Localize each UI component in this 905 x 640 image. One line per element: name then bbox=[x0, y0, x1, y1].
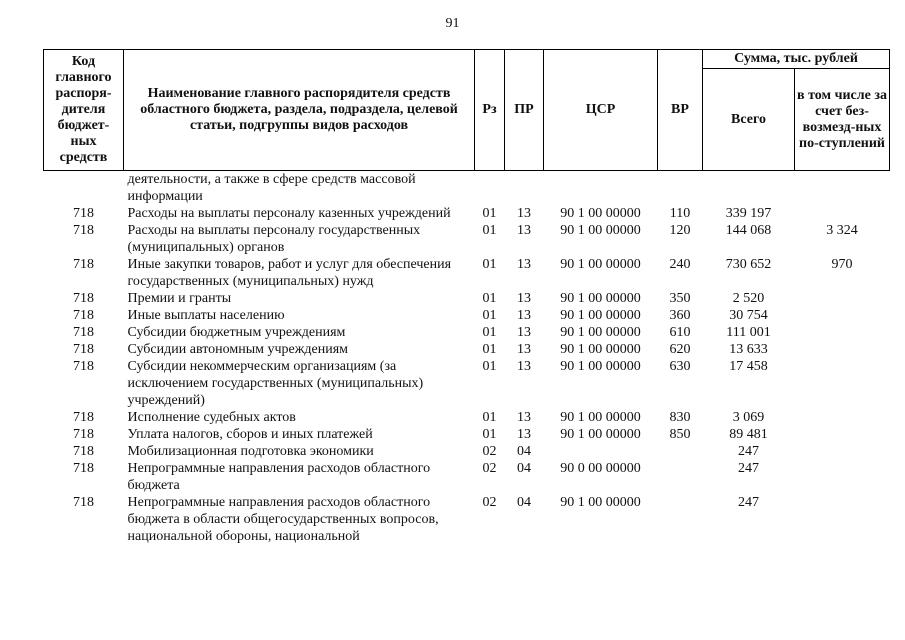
row-name: Расходы на выплаты персоналу государственных (муниципальных) органов bbox=[127, 223, 421, 255]
row-csr bbox=[544, 171, 658, 206]
row-vr: 850 bbox=[669, 427, 691, 442]
row-rz: 02 bbox=[482, 495, 497, 510]
table-row bbox=[44, 205, 890, 222]
row-pr: 04 bbox=[517, 444, 531, 459]
row-gratis-amount bbox=[795, 290, 890, 307]
row-vr: 360 bbox=[669, 308, 691, 323]
row-gratis-amount bbox=[795, 171, 890, 206]
row-gratis-amount: 3 324 bbox=[826, 223, 858, 238]
row-csr: 90 1 00 00000 bbox=[560, 308, 641, 323]
row-gratis-amount bbox=[795, 426, 890, 443]
budget-table bbox=[43, 49, 890, 545]
row-vr bbox=[658, 494, 703, 545]
row-code bbox=[44, 171, 124, 206]
row-pr: 13 bbox=[517, 257, 531, 272]
row-total: 144 068 bbox=[725, 223, 772, 238]
row-csr: 90 1 00 00000 bbox=[560, 325, 641, 340]
row-total: 247 bbox=[738, 461, 759, 476]
row-csr: 90 1 00 00000 bbox=[560, 359, 641, 374]
row-gratis-amount bbox=[795, 205, 890, 222]
row-total: 3 069 bbox=[732, 410, 765, 425]
table-row bbox=[44, 307, 890, 324]
row-rz: 01 bbox=[482, 291, 497, 306]
row-total: 89 481 bbox=[729, 427, 768, 442]
row-total: 339 197 bbox=[725, 206, 772, 221]
row-rz: 01 bbox=[482, 325, 497, 340]
row-csr bbox=[544, 443, 658, 460]
row-pr: 13 bbox=[517, 342, 531, 357]
row-vr bbox=[658, 171, 703, 206]
row-csr: 90 1 00 00000 bbox=[560, 223, 641, 238]
row-rz: 01 bbox=[482, 427, 497, 442]
row-csr: 90 1 00 00000 bbox=[560, 427, 641, 442]
row-code: 718 bbox=[73, 495, 94, 510]
row-gratis-amount bbox=[795, 460, 890, 494]
header-vr: ВР bbox=[658, 50, 703, 171]
row-total: 247 bbox=[738, 495, 759, 510]
row-csr: 90 0 00 00000 bbox=[560, 461, 641, 476]
row-code: 718 bbox=[73, 206, 94, 221]
table-row bbox=[44, 426, 890, 443]
row-rz: 01 bbox=[482, 410, 497, 425]
table-row bbox=[44, 324, 890, 341]
row-rz: 01 bbox=[482, 359, 497, 374]
row-rz: 01 bbox=[482, 308, 497, 323]
row-pr: 13 bbox=[517, 325, 531, 340]
header-code: Код главного распоря-дителя бюджет-ных средств bbox=[44, 50, 124, 171]
row-csr: 90 1 00 00000 bbox=[560, 206, 641, 221]
table-row bbox=[44, 290, 890, 307]
row-total: 730 652 bbox=[725, 257, 772, 272]
row-name: Мобилизационная подготовка экономики bbox=[127, 444, 374, 459]
row-name: Расходы на выплаты персоналу казенных учреждений bbox=[127, 206, 451, 221]
header-pr: ПР bbox=[505, 50, 544, 171]
row-gratis-amount bbox=[795, 443, 890, 460]
row-code: 718 bbox=[73, 444, 94, 459]
row-pr: 13 bbox=[517, 206, 531, 221]
row-pr bbox=[505, 171, 544, 206]
header-gratis: в том числе за счет без-возмезд-ных по-ступлений bbox=[795, 69, 890, 171]
row-total: 30 754 bbox=[729, 308, 768, 323]
row-total: 111 001 bbox=[726, 325, 771, 340]
row-vr: 620 bbox=[669, 342, 691, 357]
page-number: 91 bbox=[445, 16, 460, 31]
header-total: Всего bbox=[703, 69, 795, 171]
header-sum: Сумма, тыс. рублей bbox=[703, 50, 890, 69]
row-code: 718 bbox=[73, 308, 94, 323]
row-rz: 02 bbox=[482, 444, 497, 459]
row-code: 718 bbox=[73, 291, 94, 306]
row-vr: 120 bbox=[669, 223, 691, 238]
row-gratis-amount bbox=[795, 341, 890, 358]
table-header bbox=[44, 50, 890, 171]
row-rz: 02 bbox=[482, 461, 497, 476]
row-name: Субсидии некоммерческим организациям (за исключением государственных (муниципальных) учреждений) bbox=[127, 359, 424, 408]
row-name: Непрограммные направления расходов областного бюджета в области общегосударственных вопросов, национальной обороны, национальной bbox=[127, 495, 439, 544]
row-pr: 13 bbox=[517, 308, 531, 323]
row-total: 13 633 bbox=[729, 342, 768, 357]
budget-table-container bbox=[43, 49, 889, 545]
table-row bbox=[44, 256, 890, 290]
row-vr bbox=[658, 443, 703, 460]
row-name: Иные выплаты населению bbox=[127, 308, 285, 323]
row-gratis-amount: 970 bbox=[831, 257, 853, 272]
row-rz: 01 bbox=[482, 206, 497, 221]
row-name: деятельности, а также в сфере средств массовой информации bbox=[127, 172, 416, 204]
row-name: Премии и гранты bbox=[127, 291, 232, 306]
table-row bbox=[44, 222, 890, 256]
row-pr: 04 bbox=[517, 461, 531, 476]
row-total bbox=[703, 171, 795, 206]
row-rz: 01 bbox=[482, 257, 497, 272]
row-pr: 04 bbox=[517, 495, 531, 510]
row-name: Субсидии автономным учреждениям bbox=[127, 342, 349, 357]
row-total: 2 520 bbox=[732, 291, 765, 306]
row-code: 718 bbox=[73, 461, 94, 476]
table-row bbox=[44, 171, 890, 206]
row-csr: 90 1 00 00000 bbox=[560, 291, 641, 306]
table-row bbox=[44, 358, 890, 409]
row-rz bbox=[475, 171, 505, 206]
row-pr: 13 bbox=[517, 223, 531, 238]
row-rz: 01 bbox=[482, 342, 497, 357]
row-pr: 13 bbox=[517, 291, 531, 306]
row-vr: 630 bbox=[669, 359, 691, 374]
row-rz: 01 bbox=[482, 223, 497, 238]
table-row bbox=[44, 460, 890, 494]
row-name: Непрограммные направления расходов областного бюджета bbox=[127, 461, 431, 493]
row-vr: 830 bbox=[669, 410, 691, 425]
row-code: 718 bbox=[73, 359, 94, 374]
row-gratis-amount bbox=[795, 409, 890, 426]
row-code: 718 bbox=[73, 342, 94, 357]
header-rz: Рз bbox=[475, 50, 505, 171]
row-vr: 240 bbox=[669, 257, 691, 272]
row-vr: 110 bbox=[669, 206, 691, 221]
row-csr: 90 1 00 00000 bbox=[560, 410, 641, 425]
table-body bbox=[44, 171, 890, 546]
row-vr bbox=[658, 460, 703, 494]
header-name: Наименование главного распорядителя средств областного бюджета, раздела, подраздела, целевой статьи, подгруппы видов расходов bbox=[124, 50, 475, 171]
row-name: Иные закупки товаров, работ и услуг для обеспечения государственных (муниципальных) нужд bbox=[127, 257, 452, 289]
row-code: 718 bbox=[73, 427, 94, 442]
row-name: Субсидии бюджетным учреждениям bbox=[127, 325, 346, 340]
row-name: Уплата налогов, сборов и иных платежей bbox=[127, 427, 373, 442]
row-pr: 13 bbox=[517, 359, 531, 374]
row-vr: 350 bbox=[669, 291, 691, 306]
row-code: 718 bbox=[73, 257, 94, 272]
row-gratis-amount bbox=[795, 307, 890, 324]
header-csr: ЦСР bbox=[544, 50, 658, 171]
row-name: Исполнение судебных актов bbox=[127, 410, 296, 425]
table-row bbox=[44, 443, 890, 460]
row-code: 718 bbox=[73, 325, 94, 340]
row-gratis-amount bbox=[795, 494, 890, 545]
row-csr: 90 1 00 00000 bbox=[560, 495, 641, 510]
row-gratis-amount bbox=[795, 324, 890, 341]
table-row bbox=[44, 341, 890, 358]
table-row bbox=[44, 409, 890, 426]
row-total: 247 bbox=[738, 444, 759, 459]
row-vr: 610 bbox=[669, 325, 691, 340]
row-pr: 13 bbox=[517, 427, 531, 442]
row-code: 718 bbox=[73, 223, 94, 238]
row-total: 17 458 bbox=[729, 359, 768, 374]
table-row bbox=[44, 494, 890, 545]
row-pr: 13 bbox=[517, 410, 531, 425]
row-csr: 90 1 00 00000 bbox=[560, 342, 641, 357]
row-gratis-amount bbox=[795, 358, 890, 409]
row-code: 718 bbox=[73, 410, 94, 425]
row-csr: 90 1 00 00000 bbox=[560, 257, 641, 272]
